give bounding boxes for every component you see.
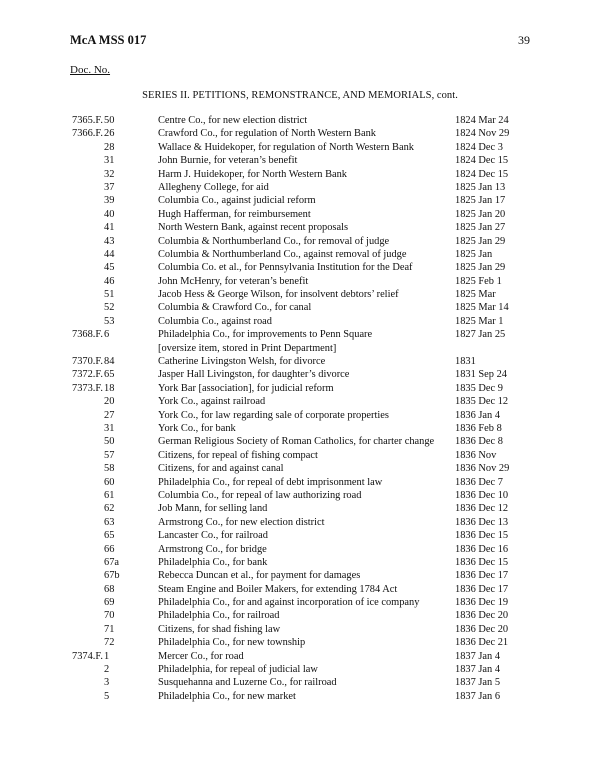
entry-row (0, 543, 600, 556)
entry-row (0, 315, 600, 328)
entry-description: Columbia & Crawford Co., for canal (158, 302, 312, 314)
entry-date: 1831 (455, 356, 476, 368)
entry-date: 1824 Nov 29 (455, 128, 510, 140)
entry-row (0, 208, 600, 221)
entry-description: Philadelphia Co., for and against incorporation of ice company (158, 597, 420, 609)
entry-row (0, 583, 600, 596)
entry-date: 1836 Nov (455, 449, 497, 461)
entry-description: John McHenry, for veteran’s benefit (158, 275, 309, 287)
entry-date: 1837 Jan 4 (455, 650, 501, 662)
box-number: 7370.F. (72, 356, 103, 368)
entry-row (0, 194, 600, 207)
entry-description: German Religious Society of Roman Catholics, for charter change (158, 436, 435, 448)
entry-description: Armstrong Co., for bridge (158, 543, 267, 555)
entry-description: Lancaster Co., for railroad (158, 530, 268, 542)
entry-date: 1836 Dec 10 (455, 489, 509, 501)
box-number: 7365.F. (72, 115, 103, 126)
entry-date: 1837 Jan 4 (455, 664, 501, 676)
item-number: 3 (104, 677, 110, 689)
entry-row (0, 623, 600, 636)
entry-date: 1837 Jan 5 (455, 677, 501, 689)
entry-description: Harm J. Huidekoper, for North Western Bank (158, 168, 348, 180)
entry-date: 1825 Jan 29 (455, 262, 506, 274)
entry-date: 1824 Dec 3 (455, 141, 503, 153)
entry-date: 1825 Mar 14 (455, 302, 509, 314)
entry-date: 1825 Jan (455, 248, 493, 260)
entry-date: 1836 Nov 29 (455, 463, 510, 475)
entry-row (0, 596, 600, 609)
item-number: 57 (104, 449, 115, 461)
series-heading: SERIES II. PETITIONS, REMONSTRANCE, AND MEMORIALS, cont. (142, 90, 458, 101)
entry-description: York Co., against railroad (158, 396, 266, 408)
page-number: 39 (518, 33, 530, 47)
entry-row (0, 261, 600, 274)
entry-row (0, 141, 600, 154)
entry-description: Citizens, for repeal of fishing compact (158, 449, 318, 461)
entry-row (0, 529, 600, 542)
entry-description: Philadelphia Co., for bank (158, 556, 268, 568)
entry-date: 1831 Sep 24 (455, 369, 507, 381)
entry-date: 1825 Jan 29 (455, 235, 506, 247)
entry-description: Philadelphia Co., for repeal of debt imprisonment law (158, 476, 383, 488)
item-number: 18 (104, 382, 115, 394)
entry-row (0, 609, 600, 622)
entry-date: 1836 Dec 19 (455, 597, 509, 609)
entry-row (0, 650, 600, 663)
item-number: 51 (104, 289, 115, 301)
item-number: 27 (104, 409, 115, 421)
entry-row (0, 114, 600, 127)
entry-row (0, 127, 600, 140)
entry-date: 1836 Dec 17 (455, 570, 509, 582)
entry-row (0, 435, 600, 448)
entry-description: Susquehanna and Luzerne Co., for railroad (158, 677, 337, 689)
entry-row (0, 449, 600, 462)
entry-date: 1836 Dec 12 (455, 503, 509, 515)
entry-description: Crawford Co., for regulation of North Western Bank (158, 128, 376, 140)
entry-date: 1825 Jan 17 (455, 195, 506, 207)
item-number: 60 (104, 476, 115, 488)
item-number: 32 (104, 168, 115, 180)
entry-date: 1836 Dec 8 (455, 436, 503, 448)
entry-description: Citizens, for shad fishing law (158, 623, 281, 635)
entry-row (0, 502, 600, 515)
item-number: 67a (104, 556, 120, 568)
item-number: 39 (104, 195, 115, 207)
entry-date: 1824 Dec 15 (455, 168, 509, 180)
entry-description: Allegheny College, for aid (158, 181, 269, 193)
entry-date: 1825 Mar (455, 289, 496, 301)
item-number: 2 (104, 664, 110, 676)
entry-row (0, 569, 600, 582)
entry-row (0, 676, 600, 689)
item-number: 28 (104, 141, 115, 153)
entry-row (0, 395, 600, 408)
item-number: 65 (104, 369, 115, 381)
entry-description: Columbia & Northumberland Co., against removal of judge (158, 248, 407, 260)
entry-row (0, 382, 600, 395)
item-number: 70 (104, 610, 115, 622)
entry-row (0, 409, 600, 422)
entry-description: Steam Engine and Boiler Makers, for extending 1784 Act (158, 583, 398, 595)
entry-row (0, 301, 600, 314)
entry-description: Philadelphia Co., for railroad (158, 610, 280, 622)
box-number: 7366.F. (72, 128, 103, 140)
entry-date: 1836 Dec 15 (455, 556, 509, 568)
item-number: 53 (104, 315, 115, 327)
entry-row (0, 462, 600, 475)
entry-row (0, 248, 600, 261)
item-number: 31 (104, 422, 115, 434)
entry-row (0, 221, 600, 234)
entry-row (0, 516, 600, 529)
item-number: 66 (104, 543, 115, 555)
doc-no-label: Doc. No. (70, 64, 111, 76)
entry-description: [oversize item, stored in Print Department] (158, 342, 337, 354)
entry-row (0, 235, 600, 248)
entry-description: Philadelphia, for repeal of judicial law (158, 664, 318, 676)
entry-row (0, 636, 600, 649)
entry-date: 1836 Dec 17 (455, 583, 509, 595)
item-number: 71 (104, 623, 115, 635)
entry-date: 1837 Jan 6 (455, 690, 501, 702)
entry-description: Philadelphia Co., for improvements to Penn Square (158, 329, 373, 341)
entry-date: 1825 Jan 13 (455, 181, 506, 193)
entry-description: Jasper Hall Livingston, for daughter’s divorce (158, 369, 350, 381)
item-number: 52 (104, 302, 115, 314)
entry-row (0, 556, 600, 569)
entry-description: Job Mann, for selling land (158, 503, 268, 515)
entry-description: Centre Co., for new election district (158, 115, 308, 126)
entry-row (0, 489, 600, 502)
item-number: 62 (104, 503, 115, 515)
entry-description: Columbia Co. et al., for Pennsylvania Institution for the Deaf (158, 262, 413, 274)
entry-description: Citizens, for and against canal (158, 463, 284, 475)
entry-description: Columbia & Northumberland Co., for removal of judge (158, 235, 390, 247)
entry-row (0, 342, 600, 355)
entry-date: 1827 Jan 25 (455, 329, 506, 341)
entry-date: 1836 Dec 15 (455, 530, 509, 542)
entry-date: 1825 Feb 1 (455, 275, 502, 287)
item-number: 68 (104, 583, 115, 595)
entry-description: Columbia Co., for repeal of law authorizing road (158, 489, 362, 501)
item-number: 6 (104, 329, 110, 341)
entry-date: 1836 Jan 4 (455, 409, 501, 421)
item-number: 61 (104, 489, 115, 501)
item-number: 26 (104, 128, 115, 140)
item-number: 84 (104, 356, 115, 368)
entry-date: 1836 Dec 20 (455, 623, 509, 635)
entry-description: Philadelphia Co., for new market (158, 690, 296, 702)
entry-date: 1836 Feb 8 (455, 422, 502, 434)
entry-date: 1836 Dec 16 (455, 543, 509, 555)
item-number: 44 (104, 248, 115, 260)
entry-row (0, 368, 600, 381)
entry-date: 1825 Jan 27 (455, 222, 506, 234)
entry-date: 1825 Jan 20 (455, 208, 506, 220)
item-number: 37 (104, 181, 115, 193)
collection-title: McA MSS 017 (70, 33, 147, 47)
item-number: 41 (104, 222, 115, 234)
entry-row (0, 328, 600, 341)
entry-date: 1835 Dec 12 (455, 396, 509, 408)
item-number: 72 (104, 637, 115, 649)
entry-row (0, 355, 600, 368)
box-number: 7374.F. (72, 650, 103, 662)
entry-description: Philadelphia Co., for new township (158, 637, 306, 649)
entry-row (0, 663, 600, 676)
entry-row (0, 168, 600, 181)
item-number: 69 (104, 597, 115, 609)
entry-row (0, 154, 600, 167)
entry-date: 1824 Mar 24 (455, 115, 509, 126)
entry-row (0, 181, 600, 194)
item-number: 50 (104, 436, 115, 448)
entry-description: Mercer Co., for road (158, 650, 244, 662)
item-number: 46 (104, 275, 115, 287)
item-number: 63 (104, 516, 115, 528)
entry-description: York Co., for law regarding sale of corporate properties (158, 409, 389, 421)
item-number: 1 (104, 650, 110, 662)
entry-date: 1836 Dec 13 (455, 516, 509, 528)
entry-row (0, 690, 600, 703)
box-number: 7373.F. (72, 382, 103, 394)
entry-row (0, 422, 600, 435)
entry-date: 1824 Dec 15 (455, 155, 509, 167)
entry-date: 1825 Mar 1 (455, 315, 504, 327)
item-number: 43 (104, 235, 115, 247)
entry-date: 1836 Dec 21 (455, 637, 509, 649)
entry-description: Catherine Livingston Welsh, for divorce (158, 356, 326, 368)
entry-description: Jacob Hess & George Wilson, for insolvent debtors’ relief (158, 289, 399, 301)
item-number: 58 (104, 463, 115, 475)
item-number: 45 (104, 262, 115, 274)
item-number: 20 (104, 396, 115, 408)
entry-description: John Burnie, for veteran’s benefit (158, 155, 298, 167)
box-number: 7372.F. (72, 369, 103, 381)
entry-description: Armstrong Co., for new election district (158, 516, 325, 528)
entry-row (0, 288, 600, 301)
item-number: 67b (104, 570, 120, 582)
entry-date: 1836 Dec 7 (455, 476, 503, 488)
entry-description: York Bar [association], for judicial reform (158, 382, 334, 394)
entry-description: Hugh Hafferman, for reimbursement (158, 208, 311, 220)
item-number: 50 (104, 115, 115, 126)
entry-date: 1836 Dec 20 (455, 610, 509, 622)
item-number: 40 (104, 208, 115, 220)
entry-date: 1835 Dec 9 (455, 382, 503, 394)
item-number: 65 (104, 530, 115, 542)
entry-description: Columbia Co., against road (158, 315, 272, 327)
entry-description: North Western Bank, against recent proposals (158, 222, 348, 234)
entry-list (0, 114, 600, 703)
entry-description: Rebecca Duncan et al., for payment for damages (158, 570, 361, 582)
item-number: 31 (104, 155, 115, 167)
entry-description: York Co., for bank (158, 422, 236, 434)
entry-description: Columbia Co., against judicial reform (158, 195, 316, 207)
entry-row (0, 275, 600, 288)
item-number: 5 (104, 690, 110, 702)
entry-description: Wallace & Huidekoper, for regulation of North Western Bank (158, 141, 414, 153)
box-number: 7368.F. (72, 329, 103, 341)
entry-row (0, 476, 600, 489)
